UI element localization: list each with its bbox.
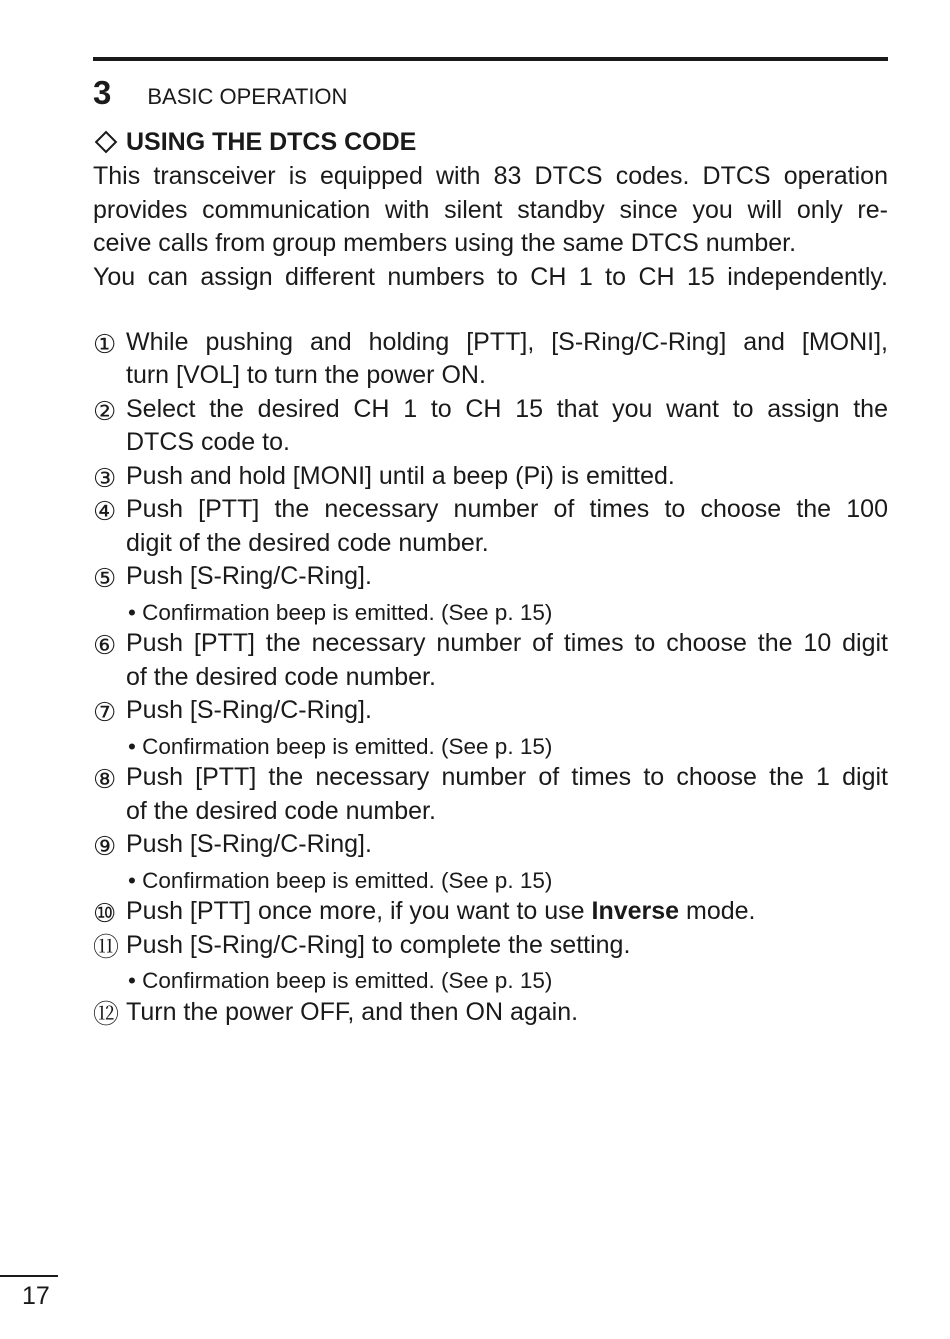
step-text: Push [S-Ring/C-Ring].	[126, 562, 372, 590]
page-number: 17	[22, 1282, 50, 1310]
section-heading	[93, 124, 888, 160]
step-number: ⑪	[93, 931, 120, 962]
step-text: Select the desired CH 1 to CH 15 that you want to assign the	[126, 394, 888, 423]
intro-line: provides communication with silent standby since you will only re-	[93, 195, 888, 224]
steps-list	[93, 328, 888, 1032]
step-text: While pushing and holding [PTT], [S-Ring/C-Ring] and [MONI],	[126, 327, 888, 356]
step-number: ④	[93, 496, 117, 526]
step-number: ②	[93, 395, 117, 426]
step-text: DTCS code to.	[126, 428, 290, 456]
step-number: ⑩	[93, 898, 117, 928]
step-text: Push [PTT] the necessary number of times to choose the 10 digit	[126, 629, 888, 657]
step-note: • Confirmation beep is emitted. (See p. 15)	[128, 968, 553, 993]
step-text: Push [PTT] the necessary number of times to choose the 100	[126, 495, 888, 523]
step-item	[93, 763, 888, 830]
page-number-rule	[0, 1275, 58, 1277]
step-item	[93, 495, 888, 562]
step-item	[93, 328, 888, 395]
section-title: USING THE DTCS CODE	[126, 128, 417, 156]
step-number: ⑫	[93, 998, 120, 1029]
intro-line: You can assign different numbers to CH 1 to CH 15 independently.	[93, 262, 888, 291]
step-text: Push and hold [MONI] until a beep (Pi) is emitted.	[126, 461, 675, 490]
page-content	[93, 124, 888, 1031]
step-text: Push [S-Ring/C-Ring].	[126, 696, 372, 724]
step-text: Push [S-Ring/C-Ring] to complete the setting.	[126, 930, 631, 959]
step-item	[93, 931, 888, 965]
step-text: Push [S-Ring/C-Ring].	[126, 830, 372, 858]
step-number: ③	[93, 462, 117, 493]
intro-line: ceive calls from group members using the same DTCS number.	[93, 229, 797, 257]
step-text: digit of the desired code number.	[126, 528, 489, 557]
step-note: • Confirmation beep is emitted. (See p. 15)	[128, 733, 553, 759]
chapter-number: 3	[93, 74, 112, 111]
step-number: ⑨	[93, 831, 117, 861]
step-note: • Confirmation beep is emitted. (See p. 15)	[128, 599, 553, 625]
step-number: ①	[93, 328, 117, 359]
step-item	[93, 629, 888, 696]
chapter-title: BASIC OPERATION	[147, 84, 348, 109]
step-number: ⑦	[93, 697, 117, 727]
step-text: of the desired code number.	[126, 662, 436, 691]
step-note: • Confirmation beep is emitted. (See p. 15)	[128, 867, 553, 893]
step-item	[93, 897, 888, 931]
step-item	[93, 830, 888, 864]
diamond-icon	[95, 131, 118, 154]
top-rule	[93, 57, 888, 61]
intro-paragraph	[93, 160, 888, 294]
step-text: turn [VOL] to turn the power ON.	[126, 361, 486, 389]
chapter-header	[93, 74, 347, 114]
step-text: of the desired code number.	[126, 796, 436, 825]
intro-line: This transceiver is equipped with 83 DTCS codes. DTCS operation	[93, 162, 888, 190]
step-item	[93, 562, 888, 596]
step-item	[93, 462, 888, 496]
step-item	[93, 696, 888, 730]
step-number: ⑥	[93, 630, 117, 660]
step-text: Push [PTT] once more, if you want to use Inverse mode.	[126, 897, 756, 925]
step-number: ⑤	[93, 563, 117, 593]
step-item	[93, 395, 888, 462]
step-number: ⑧	[93, 764, 117, 794]
step-text: Turn the power OFF, and then ON again.	[126, 997, 579, 1026]
step-text: Push [PTT] the necessary number of times to choose the 1 digit	[126, 763, 888, 791]
inverse-mode-term: Inverse	[591, 897, 680, 925]
step-item	[93, 998, 888, 1032]
